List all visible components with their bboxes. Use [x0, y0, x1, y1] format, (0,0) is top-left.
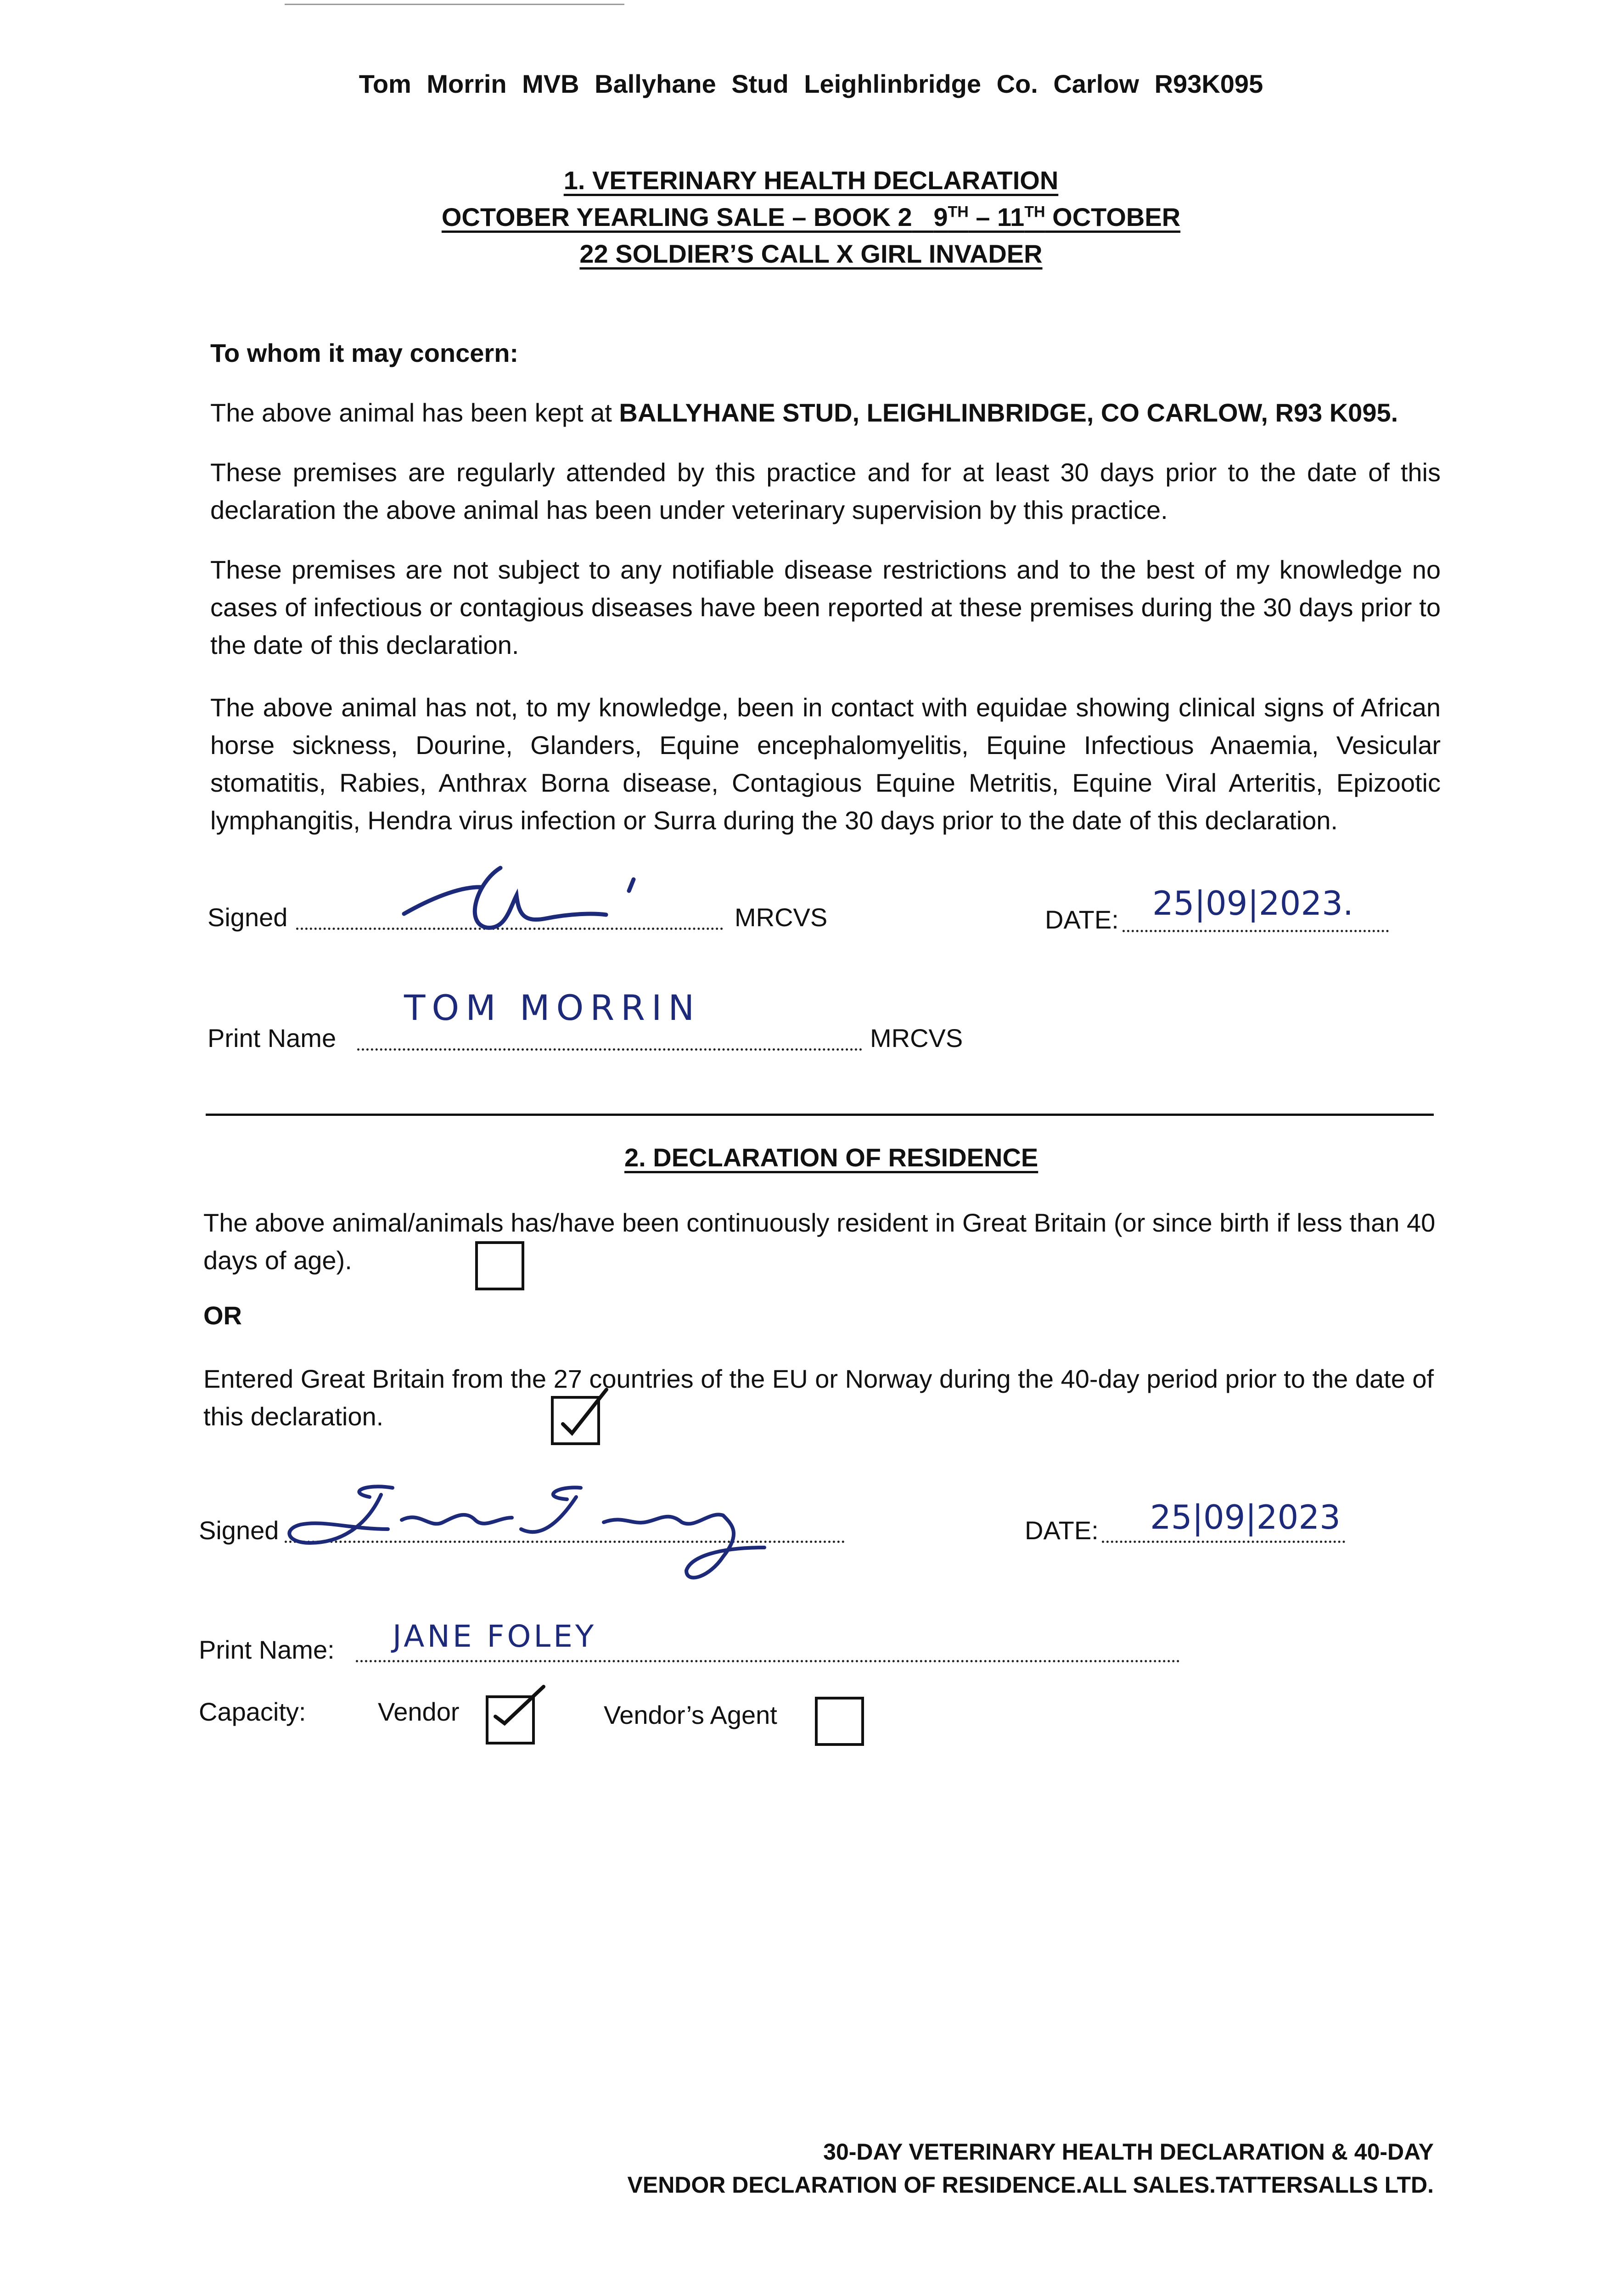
vet-signature — [395, 854, 652, 937]
letterhead — [0, 69, 1622, 99]
vet-print-name-label: Print Name — [208, 1024, 337, 1052]
sale-line — [0, 202, 1622, 232]
footer-line-1: 30-DAY VETERINARY HEALTH DECLARATION & 40-DAY — [823, 2139, 1434, 2165]
sale-name: OCTOBER YEARLING SALE – BOOK 2 — [441, 203, 912, 231]
restrictions-paragraph: These premises are not subject to any notifiable disease restrictions and to the best of my knowledge no cases of infectious or contagious diseases have been reported at these premises during the 30 days prior to the date of this declaration. — [210, 555, 1441, 659]
vet-date-label: DATE: — [1045, 905, 1119, 934]
footer-line-2: VENDOR DECLARATION OF RESIDENCE.ALL SALES.TATTERSALLS LTD. — [627, 2172, 1434, 2198]
stud-name: Ballyhane Stud — [595, 69, 789, 98]
or-label: OR — [203, 1301, 242, 1330]
sale-start-day: 9 — [933, 203, 948, 231]
capacity-label: Capacity: — [199, 1697, 306, 1726]
resident-paragraph: The above animal/animals has/have been continuously resident in Great Britain (or since birth if less than 40 days of age). — [203, 1208, 1436, 1275]
vendor-print-name-line — [356, 1660, 1180, 1662]
vendor-checkbox[interactable] — [486, 1695, 535, 1745]
sale-month: OCTOBER — [1045, 203, 1181, 231]
vendor-check-mark — [488, 1698, 532, 1742]
agent-checkbox[interactable] — [815, 1697, 864, 1746]
footer-note — [628, 2135, 1434, 2201]
supervision-paragraph: These premises are regularly attended by this practice and for at least 30 days prior to the date of this declaration the above animal has been under veterinary supervision by this practice. — [210, 458, 1441, 524]
section1-title: 1. VETERINARY HEALTH DECLARATION — [563, 166, 1059, 195]
vet-date-line — [1122, 930, 1389, 932]
town: Leighlinbridge — [804, 69, 982, 98]
kept-at-paragraph — [210, 394, 1441, 432]
vet-print-mrcvs-label: MRCVS — [870, 1024, 963, 1052]
vendor-signed-label: Signed — [199, 1516, 279, 1545]
vet-print-name-value: TOM MORRIN — [404, 987, 701, 1028]
sale-end-day: – 11 — [968, 203, 1025, 231]
vendor-print-name-value: JANE FOLEY — [393, 1619, 597, 1654]
section-divider — [206, 1114, 1434, 1116]
vendor-date-line — [1102, 1541, 1345, 1543]
lot-line: 22 SOLDIER’S CALL X GIRL INVADER — [579, 239, 1043, 268]
vendor-signature — [282, 1479, 833, 1593]
vendor-print-name-label: Print Name: — [199, 1635, 335, 1664]
sale-start-suffix: TH — [948, 203, 969, 221]
contact-paragraph: The above animal has not, to my knowledge, been in contact with equidae showing clinical signs of African horse sickness, Dourine, Glanders, Equine encephalomyelitis, Equine Infectious Anaemia, Vesicular stomatitis, Rabies, Anthrax Borna disease, Contagious Equine Metritis, Equine Viral Arteritis, Epizootic lymphangitis, Hendra virus infection or Surra during the 30 days prior to the date of this declaration. — [210, 693, 1441, 835]
vet-name: Tom Morrin MVB — [359, 69, 579, 98]
agent-option-label: Vendor’s Agent — [604, 1700, 777, 1729]
kept-at-location: BALLYHANE STUD, LEIGHLINBRIDGE, CO CARLOW, R93 K095. — [619, 398, 1398, 427]
vet-mrcvs-label: MRCVS — [735, 903, 828, 932]
entered-checkbox[interactable] — [551, 1396, 600, 1445]
county: Co. Carlow — [996, 69, 1139, 98]
entered-paragraph: Entered Great Britain from the 27 countries of the EU or Norway during the 40-day period prior to the date of this declaration. — [203, 1364, 1434, 1431]
vet-signed-label: Signed — [208, 903, 288, 932]
section2-title: 2. DECLARATION OF RESIDENCE — [624, 1143, 1038, 1172]
vet-date-value: 25|09|2023. — [1152, 884, 1353, 923]
scan-edge-line — [285, 4, 624, 5]
eircode: R93K095 — [1154, 69, 1263, 98]
vendor-date-label: DATE: — [1025, 1516, 1099, 1545]
sale-end-suffix: TH — [1024, 203, 1045, 221]
kept-at-prefix: The above animal has been kept at — [210, 398, 619, 427]
entered-check-mark — [554, 1399, 597, 1442]
vendor-option-label: Vendor — [378, 1697, 460, 1726]
vet-print-name-line — [357, 1048, 862, 1051]
vendor-date-value: 25|09|2023 — [1150, 1498, 1341, 1536]
salutation: To whom it may concern: — [210, 338, 519, 367]
resident-checkbox[interactable] — [475, 1241, 524, 1290]
